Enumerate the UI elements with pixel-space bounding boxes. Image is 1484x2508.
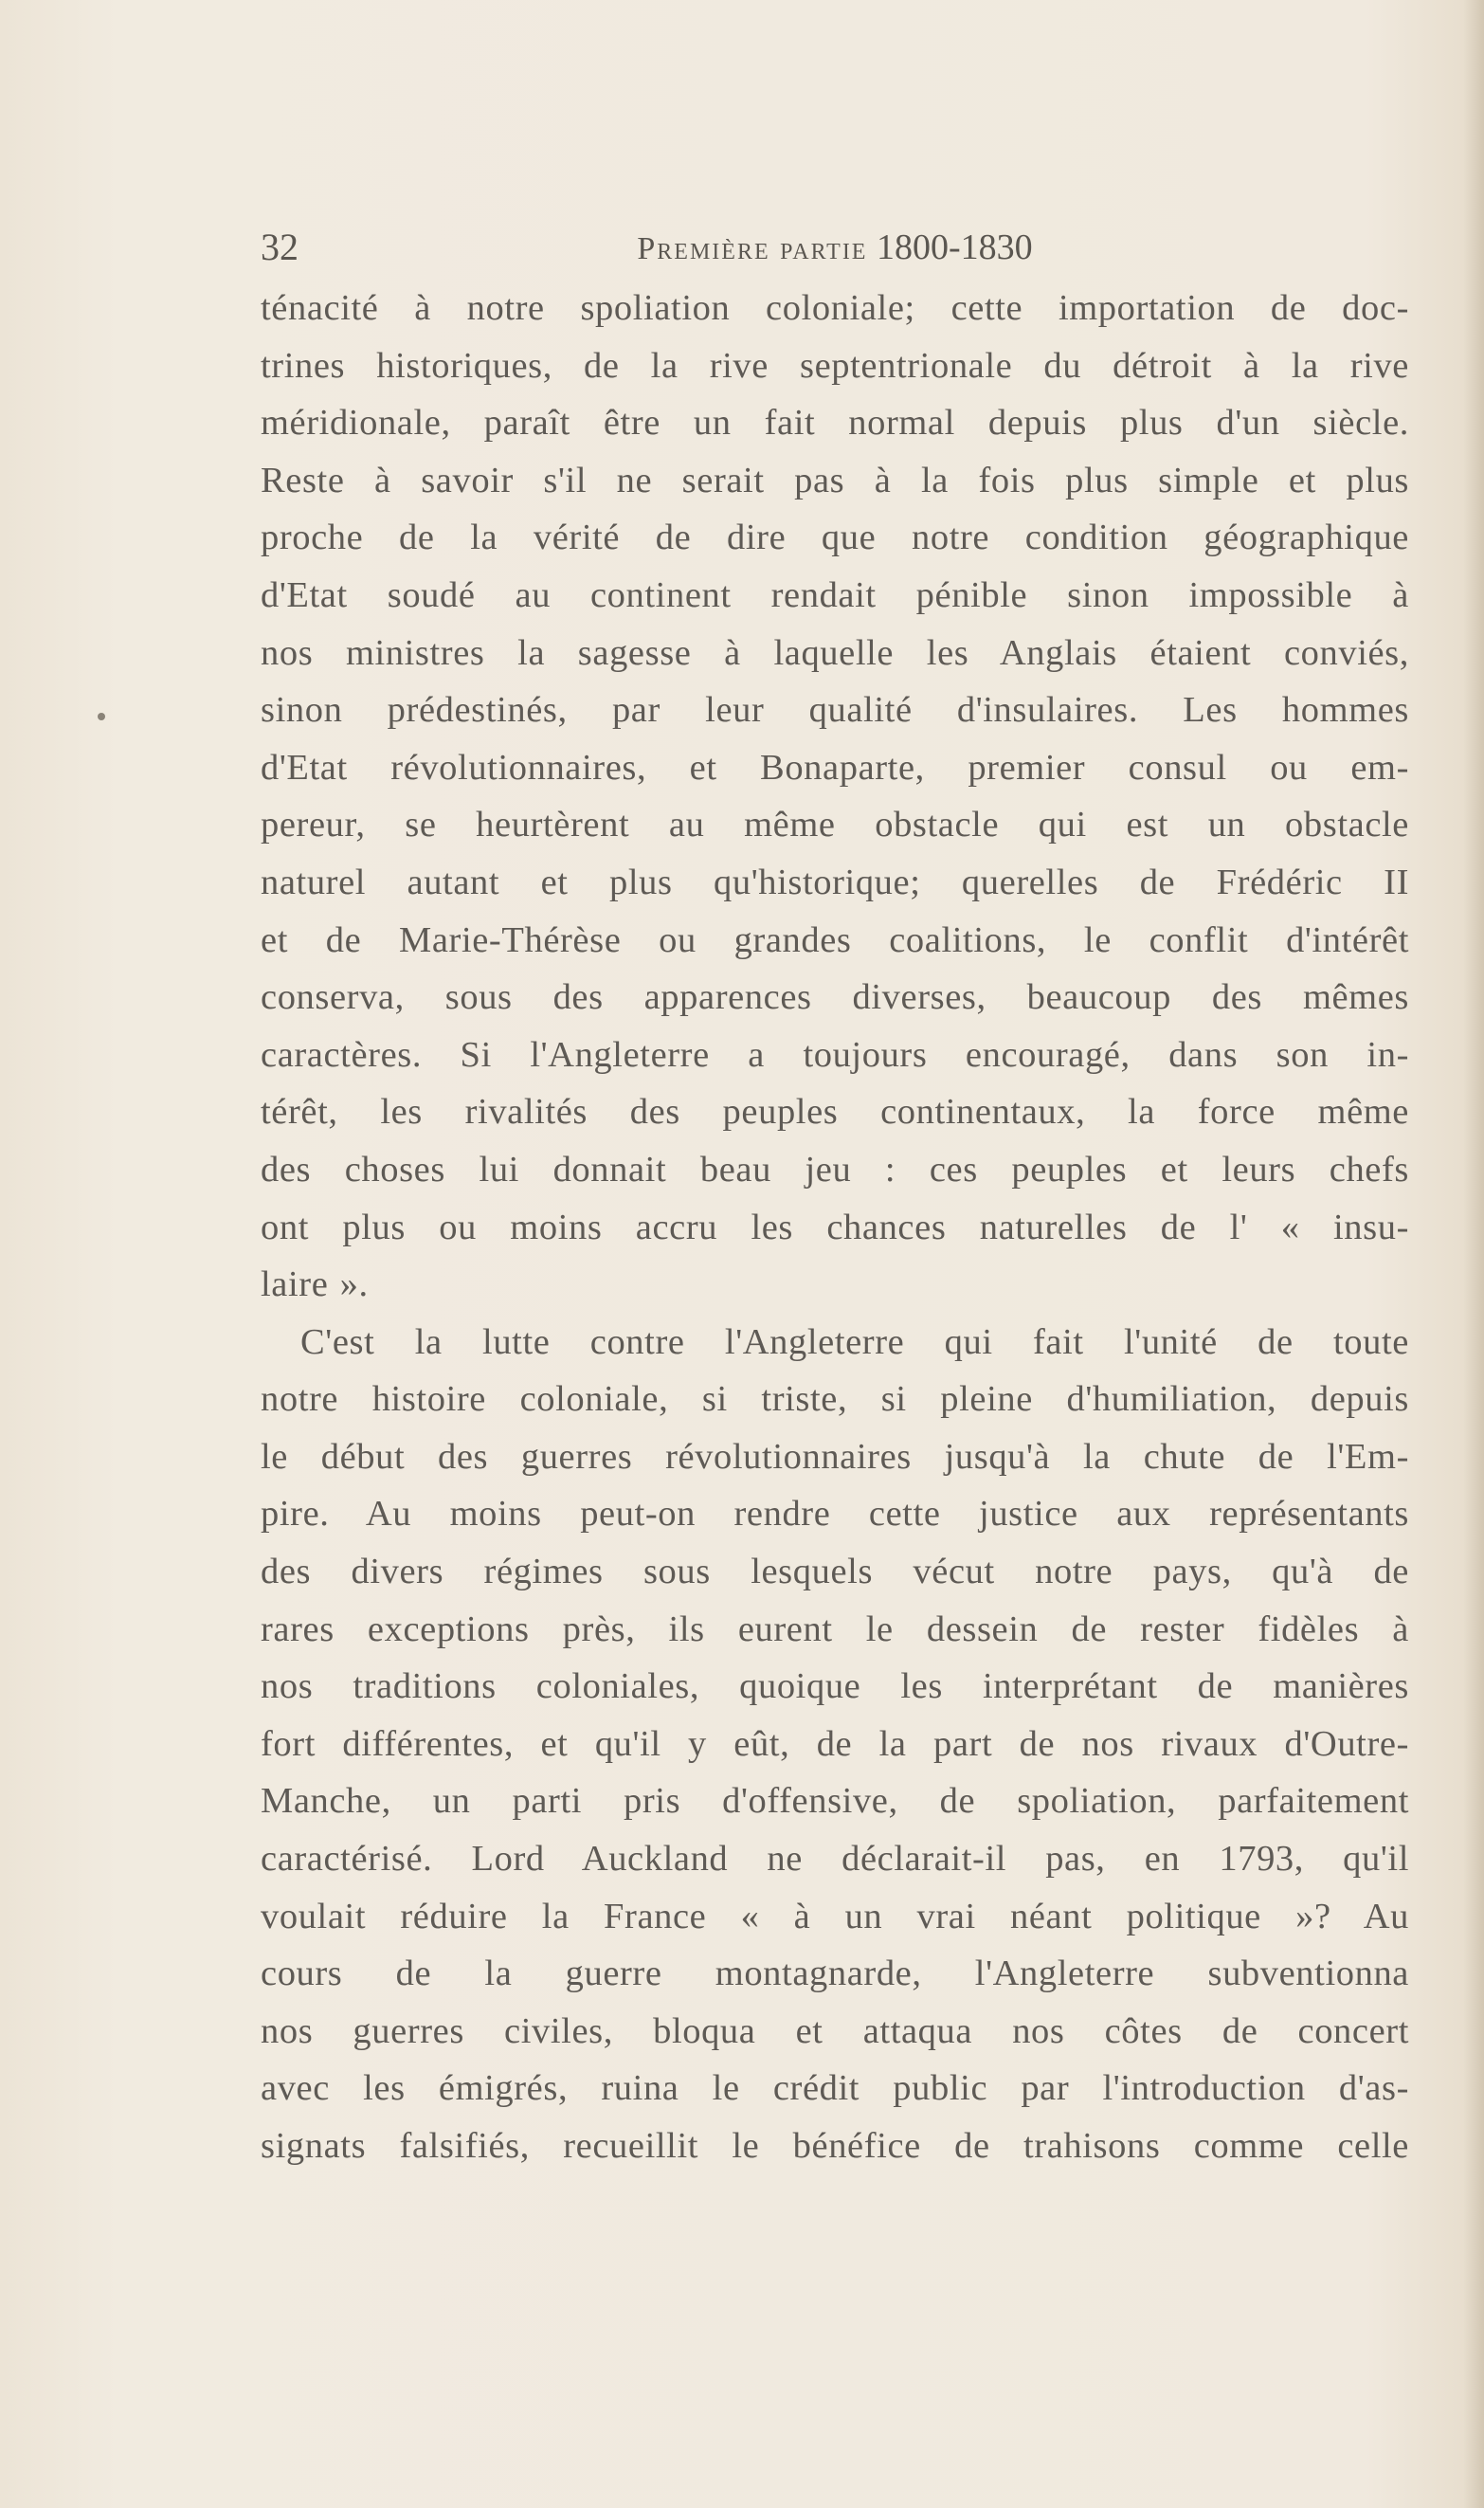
text-line: nos guerres civiles, bloqua et attaqua nos côtes de concert (261, 2010, 1409, 2051)
text-line: cours de la guerre montagnarde, l'Angleterre subventionna (261, 1954, 1409, 1994)
text-line: conserva, sous des apparences diverses, beaucoup des mêmes (261, 977, 1409, 1018)
text-line: térêt, les rivalités des peuples continentaux, la force même (261, 1092, 1409, 1133)
page-header (261, 224, 1409, 271)
text-line: caractérisé. Lord Auckland ne déclarait-il pas, en 1793, qu'il (261, 1839, 1409, 1880)
text-line: avec les émigrés, ruina le crédit public par l'introduction d'as- (261, 2068, 1409, 2109)
text-line: nos traditions coloniales, quoique les interprétant de manières (261, 1666, 1409, 1707)
text-line: d'Etat soudé au continent rendait pénible sinon impossible à (261, 574, 1409, 615)
text-line: d'Etat révolutionnaires, et Bonaparte, premier consul ou em- (261, 747, 1409, 788)
text-line: signats falsifiés, recueillit le bénéfice de trahisons comme celle (261, 2126, 1409, 2166)
text-line: laire ». (261, 1264, 369, 1305)
text-line: et de Marie-Thérèse ou grandes coalitions, le conflit d'intérêt (261, 919, 1409, 960)
text-line: notre histoire coloniale, si triste, si pleine d'humiliation, depuis (261, 1379, 1409, 1420)
page-edge-shadow (1463, 0, 1484, 2508)
text-line: des choses lui donnait beau jeu : ces peuples et leurs chefs (261, 1149, 1409, 1190)
text-line: Manche, un parti pris d'offensive, de spoliation, parfaitement (261, 1781, 1409, 1822)
text-line: sinon prédestinés, par leur qualité d'insulaires. Les hommes (261, 690, 1409, 731)
text-line: fort différentes, et qu'il y eût, de la part de nos rivaux d'Outre- (261, 1723, 1409, 1764)
text-line: ténacité à notre spoliation coloniale; cette importation de doc- (261, 288, 1409, 328)
text-line: Reste à savoir s'il ne serait pas à la fois plus simple et plus (261, 460, 1409, 500)
text-line: caractères. Si l'Angleterre a toujours encouragé, dans son in- (261, 1034, 1409, 1075)
text-line: C'est la lutte contre l'Angleterre qui fait l'unité de toute (300, 1321, 1409, 1362)
text-line: rares exceptions près, ils eurent le dessein de rester fidèles à (261, 1608, 1409, 1649)
text-line: naturel autant et plus qu'historique; querelles de Frédéric II (261, 862, 1409, 902)
text-line: pereur, se heurtèrent au même obstacle qui est un obstacle (261, 805, 1409, 845)
text-line: nos ministres la sagesse à laquelle les Anglais étaient conviés, (261, 632, 1409, 673)
paragraph-1 (261, 280, 1409, 1314)
running-head-part: Première partie (637, 231, 868, 266)
text-line: méridionale, paraît être un fait normal depuis plus d'un siècle. (261, 403, 1409, 444)
text-line: le début des guerres révolutionnaires jusqu'à la chute de l'Em- (261, 1436, 1409, 1477)
page-number: 32 (261, 226, 299, 268)
ink-speck (98, 713, 105, 720)
body-text (261, 280, 1409, 2175)
running-head (261, 224, 1409, 273)
running-head-years: 1800-1830 (876, 227, 1033, 267)
text-line: des divers régimes sous lesquels vécut notre pays, qu'à de (261, 1552, 1409, 1592)
text-line: pire. Au moins peut-on rendre cette justice aux représentants (261, 1494, 1409, 1535)
text-line: proche de la vérité de dire que notre condition géographique (261, 518, 1409, 558)
text-line: trines historiques, de la rive septentrionale du détroit à la rive (261, 345, 1409, 386)
text-line: voulait réduire la France « à un vrai néant politique »? Au (261, 1896, 1409, 1936)
paragraph-2 (261, 1314, 1409, 2175)
text-line: ont plus ou moins accru les chances naturelles de l' « insu- (261, 1207, 1409, 1247)
